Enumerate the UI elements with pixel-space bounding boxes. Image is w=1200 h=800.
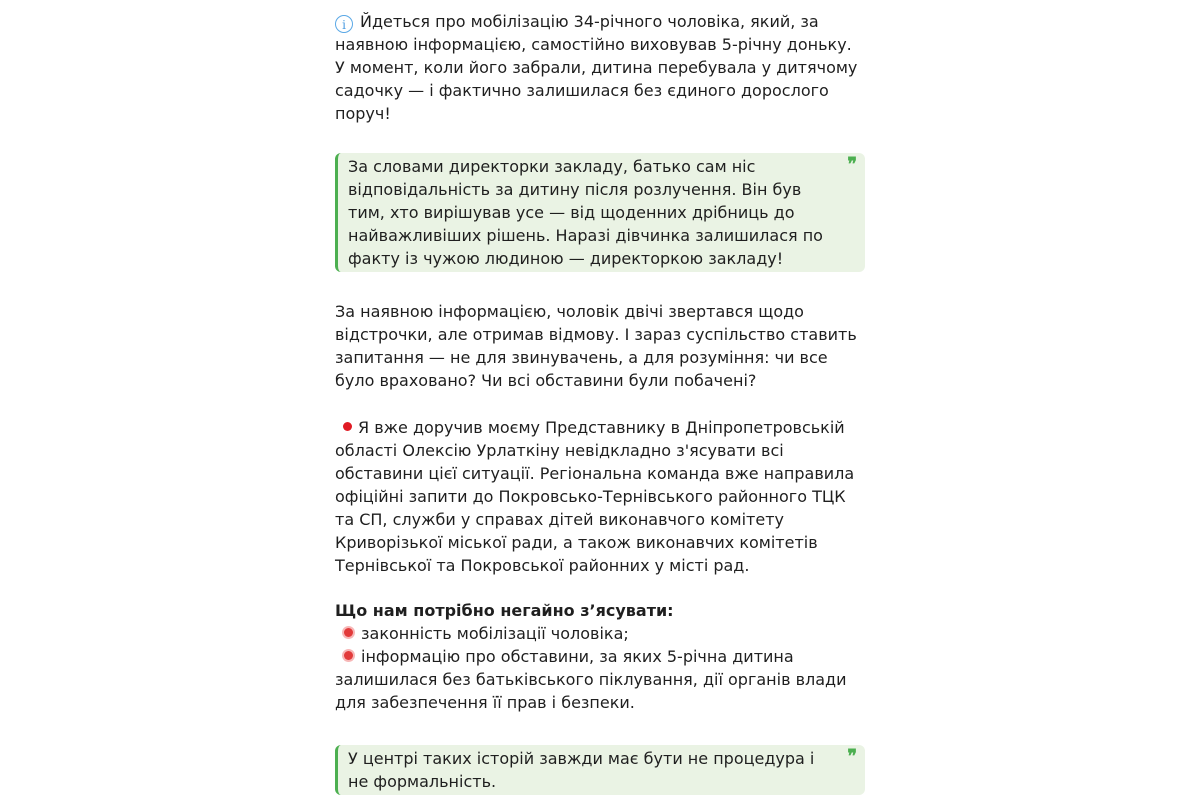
quote-block-procedure — [335, 745, 865, 795]
quote-text: У центрі таких історій завжди має бути не процедура і не формальність. — [348, 749, 815, 791]
quote-block-directorka — [335, 153, 865, 272]
checklist-item-text: законність мобілізації чоловіка; — [361, 624, 629, 643]
post-content — [335, 10, 865, 795]
red-radio-icon — [344, 651, 353, 660]
quote-icon: ❞ — [847, 746, 857, 767]
quote-icon: ❞ — [847, 154, 857, 175]
info-icon: i — [335, 15, 353, 33]
intro-text: Йдеться про мобілізацію 34-річного чоловіка, який, за наявною інформацією, самостійно виховував 5-річну доньку. У момент, коли його забрали, дитина перебувала у дитячому садочку — і фактично залишилася без єдиного дорослого поруч! — [335, 12, 858, 123]
quote-text: За словами директорки закладу, батько сам ніс відповідальність за дитину після розлучення. Він був тим, хто вирішував усе — від щоденних дрібниць до найважливіших рішень. Наразі дівчинка залишилася по факту із чужою людиною — директоркою закладу! — [348, 157, 823, 268]
checklist-heading: Що нам потрібно негайно з’ясувати: — [335, 601, 674, 620]
instruction-paragraph — [335, 416, 865, 577]
checklist-item-text: інформацію про обставини, за яких 5-річна дитина залишилася без батьківського піклування, дії органів влади для забезпечення її прав і безпеки. — [335, 647, 847, 712]
checklist-item — [335, 622, 865, 645]
instruction-text: Я вже доручив моєму Представнику в Дніпропетровській області Олексію Урлаткіну невідкладно з'ясувати всі обставини цієї ситуації. Регіональна команда вже направила офіційні запити до Покровсько-Тернівського районного ТЦК та СП, служби у справах дітей виконавчого комітету Криворізької міської ради, а також виконавчих комітетів Тернівської та Покровської районних у місті рад. — [335, 418, 855, 575]
red-radio-icon — [344, 628, 353, 637]
checklist-item — [335, 645, 865, 714]
deferment-paragraph: За наявною інформацією, чоловік двічі звертався щодо відстрочки, але отримав відмову. І зараз суспільство ставить запитання — не для звинувачень, а для розуміння: чи все було враховано? Чи всі обставини були побачені? — [335, 302, 857, 390]
intro-paragraph — [335, 10, 865, 125]
red-circle-icon — [343, 422, 352, 431]
